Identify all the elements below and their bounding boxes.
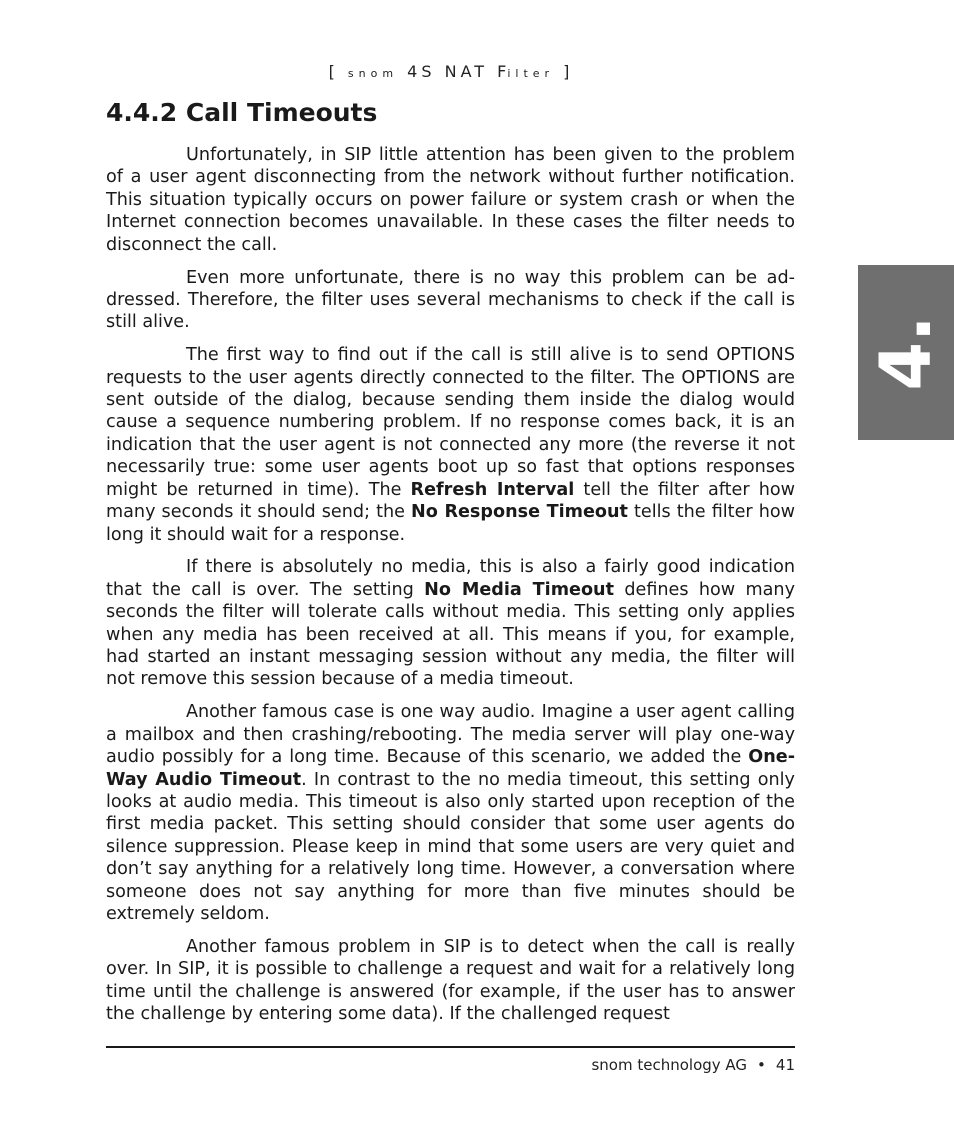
paragraph-1: Unfortunately, in SIP little attention has been given to the problem of a user agent disconnecting from the network without further notification. This situation typically occurs on power failure or system crash or when the Internet connection becomes unavailable. In these cases the filter needs to disconnect the call. — [106, 145, 795, 255]
paragraph-4 — [106, 556, 795, 690]
paragraph-6: Another famous problem in SIP is to detect when the call is really over. In SIP, it is possible to challenge a request and wait for a relatively long time until the challenge is answered (for example, if the user has to answer the challenge by entering some data). If the challenged request — [106, 936, 795, 1025]
paragraph-5-text-c: . In contrast to the no media timeout, this setting only looks at audio media. This timeout is also only started upon reception of the first media packet. This setting should consider that some user agents do silence suppression. Please keep in mind that some users are very quiet and don’t say anything for a relatively long time. However, a conversation where someone does not say anything for more than five minutes should be extremely seldom. — [106, 769, 795, 924]
chapter-tab-label: 4. — [865, 314, 947, 391]
one-way-audio-timeout-term: One-Way Audio Timeout — [106, 747, 795, 790]
footer-page-number: 41 — [775, 1056, 795, 1074]
header-brand: snom — [347, 67, 399, 80]
header-filter-initial: F — [497, 62, 511, 81]
header-bracket-close: ] — [563, 62, 574, 81]
section-title: 4.4.2 Call Timeouts — [106, 98, 378, 127]
paragraph-4-text-c: defines how many seconds the filter will tolerate calls without media. This setting only applies when any media has been received at all. This means if you, for example, had started an instant messaging session without any media, the filter will not remove this session because of a media timeout. — [106, 579, 795, 690]
no-media-timeout-term: No Media Timeout — [424, 579, 614, 600]
header-filter-rest: ilter — [507, 67, 555, 80]
paragraph-4-text-a: If there is absolutely no media, this is also a fairly good indication that the call is over. The setting — [106, 557, 795, 600]
header-product: 4S NAT — [407, 62, 489, 81]
footer-bullet: • — [757, 1056, 766, 1074]
footer-rule — [106, 1046, 795, 1048]
paragraph-3-text-e: tells the filter how long it should wait for a response. — [106, 502, 795, 545]
no-response-timeout-term: No Response Timeout — [411, 502, 628, 523]
body-text — [106, 144, 795, 1036]
paragraph-3-text-a: The first way to find out if the call is still alive is to send OPTIONS requests to the user agents directly connected to the filter. The OPTIONS are sent outside of the dialog, because sending them inside the dialog would cause a sequence numbering problem. If no response comes back, it is an indication that the user agent is not connected any more (the reverse it not necessarily true: some user agents boot up so fast that options responses might be returned in time). The — [106, 345, 795, 500]
paragraph-2: Even more unfortunate, there is no way this problem can be addressed. Therefore, the filter uses several mechanisms to check if the call is still alive. — [106, 267, 795, 333]
paragraph-3 — [106, 344, 795, 546]
footer-company: snom technology AG — [591, 1056, 748, 1074]
paragraph-5 — [106, 701, 795, 925]
refresh-interval-term: Refresh Interval — [410, 479, 575, 500]
chapter-tab — [858, 265, 954, 440]
paragraph-5-text-a: Another famous case is one way audio. Imagine a user agent calling a mailbox and then crashing/rebooting. The media server will play one-way audio possibly for a long time. Because of this scenario, we added the — [106, 702, 795, 768]
running-header — [0, 62, 902, 81]
page-footer — [591, 1056, 795, 1074]
paragraph-3-text-c: tell the filter after how many seconds it should send; the — [106, 479, 795, 523]
header-bracket-open: [ — [328, 62, 339, 81]
